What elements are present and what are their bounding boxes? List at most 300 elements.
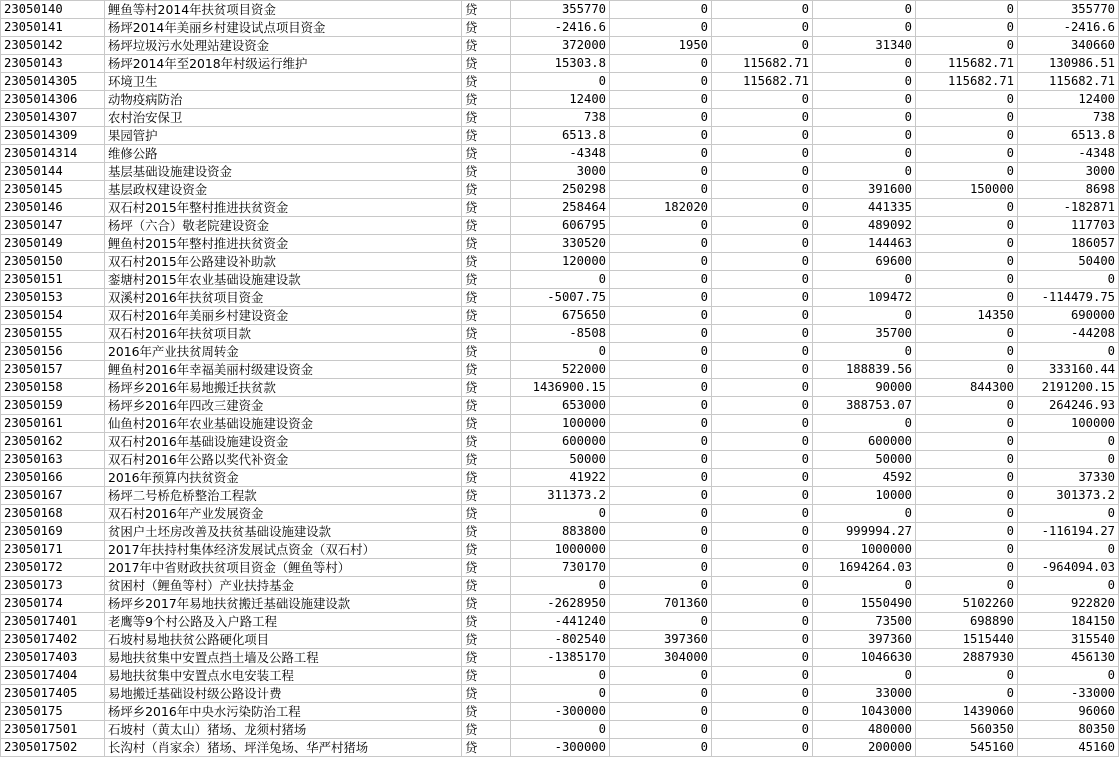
direction-cell[interactable]: 贷 <box>462 451 511 469</box>
account-code-cell[interactable]: 23050143 <box>1 55 105 73</box>
amount-cell-4[interactable]: 0 <box>813 415 916 433</box>
amount-cell-4[interactable]: 31340 <box>813 37 916 55</box>
amount-cell-2[interactable]: 0 <box>610 271 712 289</box>
account-name-cell[interactable]: 2016年产业扶贫周转金 <box>105 343 462 361</box>
account-code-cell[interactable]: 23050157 <box>1 361 105 379</box>
amount-cell-4[interactable]: 0 <box>813 145 916 163</box>
account-code-cell[interactable]: 2305017403 <box>1 649 105 667</box>
opening-balance-cell[interactable]: 738 <box>511 109 610 127</box>
closing-balance-cell[interactable]: 315540 <box>1018 631 1119 649</box>
closing-balance-cell[interactable]: 264246.93 <box>1018 397 1119 415</box>
amount-cell-5[interactable]: 0 <box>916 685 1018 703</box>
direction-cell[interactable]: 贷 <box>462 127 511 145</box>
amount-cell-3[interactable]: 0 <box>712 487 813 505</box>
opening-balance-cell[interactable]: 50000 <box>511 451 610 469</box>
account-name-cell[interactable]: 2016年预算内扶贫资金 <box>105 469 462 487</box>
amount-cell-2[interactable]: 0 <box>610 487 712 505</box>
direction-cell[interactable]: 贷 <box>462 145 511 163</box>
account-code-cell[interactable]: 23050150 <box>1 253 105 271</box>
amount-cell-3[interactable]: 0 <box>712 199 813 217</box>
closing-balance-cell[interactable]: 333160.44 <box>1018 361 1119 379</box>
amount-cell-4[interactable]: 10000 <box>813 487 916 505</box>
opening-balance-cell[interactable]: 600000 <box>511 433 610 451</box>
account-name-cell[interactable]: 双石村2016年基础设施建设资金 <box>105 433 462 451</box>
amount-cell-3[interactable]: 0 <box>712 595 813 613</box>
amount-cell-4[interactable]: 1046630 <box>813 649 916 667</box>
account-code-cell[interactable]: 23050161 <box>1 415 105 433</box>
account-name-cell[interactable]: 杨坪乡2017年易地扶贫搬迁基础设施建设款 <box>105 595 462 613</box>
amount-cell-3[interactable]: 115682.71 <box>712 73 813 91</box>
opening-balance-cell[interactable]: -300000 <box>511 703 610 721</box>
account-code-cell[interactable]: 2305017405 <box>1 685 105 703</box>
amount-cell-5[interactable]: 0 <box>916 523 1018 541</box>
amount-cell-5[interactable]: 0 <box>916 217 1018 235</box>
account-code-cell[interactable]: 23050174 <box>1 595 105 613</box>
amount-cell-4[interactable]: 109472 <box>813 289 916 307</box>
amount-cell-2[interactable]: 0 <box>610 397 712 415</box>
amount-cell-5[interactable]: 0 <box>916 37 1018 55</box>
amount-cell-5[interactable]: 0 <box>916 343 1018 361</box>
account-code-cell[interactable]: 23050140 <box>1 1 105 19</box>
amount-cell-2[interactable]: 0 <box>610 379 712 397</box>
closing-balance-cell[interactable]: 0 <box>1018 451 1119 469</box>
account-name-cell[interactable]: 杨坪2014年至2018年村级运行维护 <box>105 55 462 73</box>
direction-cell[interactable]: 贷 <box>462 613 511 631</box>
amount-cell-3[interactable]: 0 <box>712 433 813 451</box>
account-code-cell[interactable]: 23050146 <box>1 199 105 217</box>
direction-cell[interactable]: 贷 <box>462 253 511 271</box>
amount-cell-4[interactable]: 0 <box>813 271 916 289</box>
amount-cell-5[interactable]: 0 <box>916 397 1018 415</box>
account-name-cell[interactable]: 双溪村2016年扶贫项目资金 <box>105 289 462 307</box>
amount-cell-3[interactable]: 0 <box>712 631 813 649</box>
amount-cell-2[interactable]: 0 <box>610 469 712 487</box>
amount-cell-2[interactable]: 0 <box>610 667 712 685</box>
account-name-cell[interactable]: 双石村2015年整村推进扶贫资金 <box>105 199 462 217</box>
opening-balance-cell[interactable]: 120000 <box>511 253 610 271</box>
amount-cell-5[interactable]: 0 <box>916 451 1018 469</box>
amount-cell-3[interactable]: 0 <box>712 721 813 739</box>
closing-balance-cell[interactable]: -33000 <box>1018 685 1119 703</box>
closing-balance-cell[interactable]: -2416.6 <box>1018 19 1119 37</box>
amount-cell-3[interactable]: 0 <box>712 397 813 415</box>
direction-cell[interactable]: 贷 <box>462 325 511 343</box>
amount-cell-3[interactable]: 0 <box>712 739 813 757</box>
direction-cell[interactable]: 贷 <box>462 181 511 199</box>
amount-cell-2[interactable]: 0 <box>610 19 712 37</box>
amount-cell-4[interactable]: 0 <box>813 343 916 361</box>
account-name-cell[interactable]: 贫困村（鲤鱼等村）产业扶持基金 <box>105 577 462 595</box>
amount-cell-3[interactable]: 0 <box>712 685 813 703</box>
amount-cell-4[interactable]: 1000000 <box>813 541 916 559</box>
amount-cell-2[interactable]: 0 <box>610 721 712 739</box>
opening-balance-cell[interactable]: -2416.6 <box>511 19 610 37</box>
amount-cell-3[interactable]: 0 <box>712 559 813 577</box>
account-name-cell[interactable]: 杨坪乡2016年四改三建资金 <box>105 397 462 415</box>
amount-cell-2[interactable]: 0 <box>610 109 712 127</box>
amount-cell-2[interactable]: 304000 <box>610 649 712 667</box>
amount-cell-5[interactable]: 560350 <box>916 721 1018 739</box>
direction-cell[interactable]: 贷 <box>462 649 511 667</box>
account-code-cell[interactable]: 23050147 <box>1 217 105 235</box>
direction-cell[interactable]: 贷 <box>462 1 511 19</box>
opening-balance-cell[interactable]: 3000 <box>511 163 610 181</box>
account-name-cell[interactable]: 2017年中省财政扶贫项目资金（鲤鱼等村） <box>105 559 462 577</box>
direction-cell[interactable]: 贷 <box>462 487 511 505</box>
account-code-cell[interactable]: 23050144 <box>1 163 105 181</box>
account-code-cell[interactable]: 23050173 <box>1 577 105 595</box>
account-name-cell[interactable]: 鲤鱼村2016年幸福美丽村级建设资金 <box>105 361 462 379</box>
direction-cell[interactable]: 贷 <box>462 55 511 73</box>
direction-cell[interactable]: 贷 <box>462 469 511 487</box>
amount-cell-4[interactable]: 0 <box>813 307 916 325</box>
amount-cell-2[interactable]: 0 <box>610 163 712 181</box>
opening-balance-cell[interactable]: 522000 <box>511 361 610 379</box>
amount-cell-2[interactable]: 0 <box>610 307 712 325</box>
closing-balance-cell[interactable]: 186057 <box>1018 235 1119 253</box>
opening-balance-cell[interactable]: 15303.8 <box>511 55 610 73</box>
opening-balance-cell[interactable]: 41922 <box>511 469 610 487</box>
account-code-cell[interactable]: 23050158 <box>1 379 105 397</box>
account-code-cell[interactable]: 2305017402 <box>1 631 105 649</box>
closing-balance-cell[interactable]: -44208 <box>1018 325 1119 343</box>
amount-cell-4[interactable]: 188839.56 <box>813 361 916 379</box>
direction-cell[interactable]: 贷 <box>462 523 511 541</box>
account-code-cell[interactable]: 2305017501 <box>1 721 105 739</box>
amount-cell-4[interactable]: 144463 <box>813 235 916 253</box>
account-name-cell[interactable]: 易地搬迁基础设村级公路设计费 <box>105 685 462 703</box>
amount-cell-5[interactable]: 0 <box>916 541 1018 559</box>
closing-balance-cell[interactable]: 0 <box>1018 343 1119 361</box>
opening-balance-cell[interactable]: 606795 <box>511 217 610 235</box>
amount-cell-3[interactable]: 0 <box>712 577 813 595</box>
opening-balance-cell[interactable]: 0 <box>511 721 610 739</box>
amount-cell-5[interactable]: 0 <box>916 361 1018 379</box>
amount-cell-5[interactable]: 1515440 <box>916 631 1018 649</box>
account-code-cell[interactable]: 2305014307 <box>1 109 105 127</box>
opening-balance-cell[interactable]: 883800 <box>511 523 610 541</box>
amount-cell-4[interactable]: 0 <box>813 91 916 109</box>
direction-cell[interactable]: 贷 <box>462 595 511 613</box>
account-name-cell[interactable]: 双石村2016年扶贫项目款 <box>105 325 462 343</box>
amount-cell-2[interactable]: 0 <box>610 685 712 703</box>
amount-cell-5[interactable]: 0 <box>916 469 1018 487</box>
amount-cell-4[interactable]: 4592 <box>813 469 916 487</box>
opening-balance-cell[interactable]: 730170 <box>511 559 610 577</box>
closing-balance-cell[interactable]: 115682.71 <box>1018 73 1119 91</box>
amount-cell-4[interactable]: 397360 <box>813 631 916 649</box>
closing-balance-cell[interactable]: 301373.2 <box>1018 487 1119 505</box>
direction-cell[interactable]: 贷 <box>462 631 511 649</box>
account-code-cell[interactable]: 23050169 <box>1 523 105 541</box>
closing-balance-cell[interactable]: 922820 <box>1018 595 1119 613</box>
direction-cell[interactable]: 贷 <box>462 577 511 595</box>
opening-balance-cell[interactable]: -4348 <box>511 145 610 163</box>
amount-cell-4[interactable]: 35700 <box>813 325 916 343</box>
amount-cell-2[interactable]: 0 <box>610 433 712 451</box>
amount-cell-4[interactable]: 0 <box>813 577 916 595</box>
amount-cell-2[interactable]: 0 <box>610 343 712 361</box>
account-code-cell[interactable]: 2305014314 <box>1 145 105 163</box>
direction-cell[interactable]: 贷 <box>462 289 511 307</box>
amount-cell-2[interactable]: 0 <box>610 55 712 73</box>
direction-cell[interactable]: 贷 <box>462 73 511 91</box>
direction-cell[interactable]: 贷 <box>462 721 511 739</box>
opening-balance-cell[interactable]: 258464 <box>511 199 610 217</box>
amount-cell-3[interactable]: 0 <box>712 253 813 271</box>
account-name-cell[interactable]: 基层政权建设资金 <box>105 181 462 199</box>
opening-balance-cell[interactable]: 0 <box>511 577 610 595</box>
account-name-cell[interactable]: 双石村2015年公路建设补助款 <box>105 253 462 271</box>
opening-balance-cell[interactable]: 0 <box>511 505 610 523</box>
amount-cell-5[interactable]: 0 <box>916 109 1018 127</box>
amount-cell-2[interactable]: 0 <box>610 613 712 631</box>
direction-cell[interactable]: 贷 <box>462 343 511 361</box>
amount-cell-3[interactable]: 0 <box>712 361 813 379</box>
amount-cell-2[interactable]: 0 <box>610 217 712 235</box>
amount-cell-3[interactable]: 0 <box>712 145 813 163</box>
amount-cell-4[interactable]: 200000 <box>813 739 916 757</box>
amount-cell-5[interactable]: 0 <box>916 271 1018 289</box>
account-name-cell[interactable]: 果园管护 <box>105 127 462 145</box>
amount-cell-5[interactable]: 0 <box>916 19 1018 37</box>
amount-cell-2[interactable]: 0 <box>610 73 712 91</box>
amount-cell-5[interactable]: 115682.71 <box>916 73 1018 91</box>
opening-balance-cell[interactable]: 1000000 <box>511 541 610 559</box>
closing-balance-cell[interactable]: -116194.27 <box>1018 523 1119 541</box>
account-name-cell[interactable]: 杨坪（六合）敬老院建设资金 <box>105 217 462 235</box>
amount-cell-3[interactable]: 0 <box>712 343 813 361</box>
closing-balance-cell[interactable]: 130986.51 <box>1018 55 1119 73</box>
amount-cell-5[interactable]: 115682.71 <box>916 55 1018 73</box>
amount-cell-3[interactable]: 0 <box>712 325 813 343</box>
amount-cell-4[interactable]: 441335 <box>813 199 916 217</box>
direction-cell[interactable]: 贷 <box>462 271 511 289</box>
opening-balance-cell[interactable]: 12400 <box>511 91 610 109</box>
amount-cell-2[interactable]: 0 <box>610 703 712 721</box>
amount-cell-4[interactable]: 0 <box>813 109 916 127</box>
direction-cell[interactable]: 贷 <box>462 739 511 757</box>
direction-cell[interactable]: 贷 <box>462 37 511 55</box>
direction-cell[interactable]: 贷 <box>462 361 511 379</box>
amount-cell-5[interactable]: 2887930 <box>916 649 1018 667</box>
amount-cell-5[interactable]: 545160 <box>916 739 1018 757</box>
amount-cell-5[interactable]: 0 <box>916 505 1018 523</box>
direction-cell[interactable]: 贷 <box>462 667 511 685</box>
closing-balance-cell[interactable]: -114479.75 <box>1018 289 1119 307</box>
account-code-cell[interactable]: 2305017404 <box>1 667 105 685</box>
account-code-cell[interactable]: 23050168 <box>1 505 105 523</box>
amount-cell-4[interactable]: 73500 <box>813 613 916 631</box>
amount-cell-2[interactable]: 0 <box>610 451 712 469</box>
amount-cell-3[interactable]: 0 <box>712 217 813 235</box>
amount-cell-3[interactable]: 0 <box>712 613 813 631</box>
amount-cell-2[interactable]: 0 <box>610 523 712 541</box>
account-name-cell[interactable]: 2017年扶持村集体经济发展试点资金（双石村） <box>105 541 462 559</box>
direction-cell[interactable]: 贷 <box>462 685 511 703</box>
closing-balance-cell[interactable]: -4348 <box>1018 145 1119 163</box>
amount-cell-3[interactable]: 0 <box>712 271 813 289</box>
closing-balance-cell[interactable]: 117703 <box>1018 217 1119 235</box>
amount-cell-2[interactable]: 182020 <box>610 199 712 217</box>
account-name-cell[interactable]: 杨坪乡2016年易地搬迁扶贫款 <box>105 379 462 397</box>
amount-cell-3[interactable]: 0 <box>712 127 813 145</box>
closing-balance-cell[interactable]: 340660 <box>1018 37 1119 55</box>
account-name-cell[interactable]: 基层基础设施建设资金 <box>105 163 462 181</box>
opening-balance-cell[interactable]: 1436900.15 <box>511 379 610 397</box>
account-name-cell[interactable]: 銮塘村2015年农业基础设施建设款 <box>105 271 462 289</box>
account-name-cell[interactable]: 双石村2016年美丽乡村建设资金 <box>105 307 462 325</box>
amount-cell-2[interactable]: 0 <box>610 577 712 595</box>
closing-balance-cell[interactable]: 184150 <box>1018 613 1119 631</box>
direction-cell[interactable]: 贷 <box>462 163 511 181</box>
closing-balance-cell[interactable]: -964094.03 <box>1018 559 1119 577</box>
amount-cell-3[interactable]: 115682.71 <box>712 55 813 73</box>
closing-balance-cell[interactable]: 96060 <box>1018 703 1119 721</box>
amount-cell-2[interactable]: 0 <box>610 253 712 271</box>
closing-balance-cell[interactable]: 80350 <box>1018 721 1119 739</box>
opening-balance-cell[interactable]: -441240 <box>511 613 610 631</box>
account-code-cell[interactable]: 23050141 <box>1 19 105 37</box>
amount-cell-5[interactable]: 0 <box>916 577 1018 595</box>
amount-cell-5[interactable]: 0 <box>916 433 1018 451</box>
opening-balance-cell[interactable]: 0 <box>511 343 610 361</box>
closing-balance-cell[interactable]: 37330 <box>1018 469 1119 487</box>
amount-cell-3[interactable]: 0 <box>712 451 813 469</box>
opening-balance-cell[interactable]: 0 <box>511 685 610 703</box>
account-code-cell[interactable]: 23050145 <box>1 181 105 199</box>
amount-cell-2[interactable]: 0 <box>610 91 712 109</box>
closing-balance-cell[interactable]: 2191200.15 <box>1018 379 1119 397</box>
amount-cell-2[interactable]: 0 <box>610 235 712 253</box>
amount-cell-4[interactable]: 0 <box>813 127 916 145</box>
closing-balance-cell[interactable]: 3000 <box>1018 163 1119 181</box>
amount-cell-3[interactable]: 0 <box>712 667 813 685</box>
amount-cell-2[interactable]: 0 <box>610 145 712 163</box>
account-name-cell[interactable]: 老鹰等9个村公路及入户路工程 <box>105 613 462 631</box>
amount-cell-4[interactable]: 50000 <box>813 451 916 469</box>
opening-balance-cell[interactable]: 6513.8 <box>511 127 610 145</box>
account-code-cell[interactable]: 23050162 <box>1 433 105 451</box>
account-code-cell[interactable]: 2305017502 <box>1 739 105 757</box>
closing-balance-cell[interactable]: 0 <box>1018 667 1119 685</box>
account-name-cell[interactable]: 环境卫生 <box>105 73 462 91</box>
amount-cell-4[interactable]: 0 <box>813 1 916 19</box>
amount-cell-2[interactable]: 0 <box>610 289 712 307</box>
account-name-cell[interactable]: 杨坪2014年美丽乡村建设试点项目资金 <box>105 19 462 37</box>
account-name-cell[interactable]: 鲤鱼村2015年整村推进扶贫资金 <box>105 235 462 253</box>
account-name-cell[interactable]: 农村治安保卫 <box>105 109 462 127</box>
account-name-cell[interactable]: 贫困户土坯房改善及扶贫基础设施建设款 <box>105 523 462 541</box>
account-name-cell[interactable]: 石坡村易地扶贫公路硬化项目 <box>105 631 462 649</box>
account-name-cell[interactable]: 易地扶贫集中安置点挡土墙及公路工程 <box>105 649 462 667</box>
closing-balance-cell[interactable]: 45160 <box>1018 739 1119 757</box>
amount-cell-5[interactable]: 0 <box>916 91 1018 109</box>
amount-cell-5[interactable]: 0 <box>916 253 1018 271</box>
amount-cell-4[interactable]: 0 <box>813 505 916 523</box>
amount-cell-2[interactable]: 0 <box>610 361 712 379</box>
direction-cell[interactable]: 贷 <box>462 397 511 415</box>
amount-cell-2[interactable]: 0 <box>610 127 712 145</box>
amount-cell-5[interactable]: 14350 <box>916 307 1018 325</box>
account-name-cell[interactable]: 动物疫病防治 <box>105 91 462 109</box>
amount-cell-4[interactable]: 480000 <box>813 721 916 739</box>
amount-cell-3[interactable]: 0 <box>712 91 813 109</box>
amount-cell-4[interactable]: 391600 <box>813 181 916 199</box>
amount-cell-2[interactable]: 0 <box>610 505 712 523</box>
opening-balance-cell[interactable]: 675650 <box>511 307 610 325</box>
amount-cell-4[interactable]: 0 <box>813 55 916 73</box>
account-code-cell[interactable]: 23050155 <box>1 325 105 343</box>
amount-cell-4[interactable]: 388753.07 <box>813 397 916 415</box>
amount-cell-4[interactable]: 1694264.03 <box>813 559 916 577</box>
amount-cell-4[interactable]: 1550490 <box>813 595 916 613</box>
account-code-cell[interactable]: 23050167 <box>1 487 105 505</box>
amount-cell-3[interactable]: 0 <box>712 307 813 325</box>
direction-cell[interactable]: 贷 <box>462 235 511 253</box>
amount-cell-3[interactable]: 0 <box>712 415 813 433</box>
account-code-cell[interactable]: 23050156 <box>1 343 105 361</box>
account-name-cell[interactable]: 石坡村（黄太山）猪场、龙须村猪场 <box>105 721 462 739</box>
opening-balance-cell[interactable]: -300000 <box>511 739 610 757</box>
closing-balance-cell[interactable]: 0 <box>1018 271 1119 289</box>
account-code-cell[interactable]: 23050149 <box>1 235 105 253</box>
closing-balance-cell[interactable]: -182871 <box>1018 199 1119 217</box>
amount-cell-4[interactable]: 33000 <box>813 685 916 703</box>
closing-balance-cell[interactable]: 690000 <box>1018 307 1119 325</box>
direction-cell[interactable]: 贷 <box>462 559 511 577</box>
opening-balance-cell[interactable]: -8508 <box>511 325 610 343</box>
amount-cell-5[interactable]: 0 <box>916 235 1018 253</box>
direction-cell[interactable]: 贷 <box>462 217 511 235</box>
account-code-cell[interactable]: 23050142 <box>1 37 105 55</box>
account-code-cell[interactable]: 23050172 <box>1 559 105 577</box>
amount-cell-3[interactable]: 0 <box>712 163 813 181</box>
amount-cell-2[interactable]: 0 <box>610 739 712 757</box>
account-code-cell[interactable]: 23050159 <box>1 397 105 415</box>
amount-cell-4[interactable]: 999994.27 <box>813 523 916 541</box>
amount-cell-2[interactable]: 397360 <box>610 631 712 649</box>
amount-cell-5[interactable]: 0 <box>916 289 1018 307</box>
amount-cell-3[interactable]: 0 <box>712 1 813 19</box>
account-name-cell[interactable]: 双石村2016年公路以奖代补资金 <box>105 451 462 469</box>
account-name-cell[interactable]: 杨坪乡2016年中央水污染防治工程 <box>105 703 462 721</box>
account-code-cell[interactable]: 2305014305 <box>1 73 105 91</box>
closing-balance-cell[interactable]: 100000 <box>1018 415 1119 433</box>
amount-cell-4[interactable]: 489092 <box>813 217 916 235</box>
amount-cell-3[interactable]: 0 <box>712 505 813 523</box>
direction-cell[interactable]: 贷 <box>462 505 511 523</box>
account-name-cell[interactable]: 仙鱼村2016年农业基础设施建设资金 <box>105 415 462 433</box>
opening-balance-cell[interactable]: 0 <box>511 271 610 289</box>
account-name-cell[interactable]: 鲤鱼等村2014年扶贫项目资金 <box>105 1 462 19</box>
opening-balance-cell[interactable]: -1385170 <box>511 649 610 667</box>
amount-cell-2[interactable]: 0 <box>610 181 712 199</box>
amount-cell-5[interactable]: 698890 <box>916 613 1018 631</box>
amount-cell-2[interactable]: 1950 <box>610 37 712 55</box>
amount-cell-3[interactable]: 0 <box>712 289 813 307</box>
opening-balance-cell[interactable]: -802540 <box>511 631 610 649</box>
account-name-cell[interactable]: 易地扶贫集中安置点水电安装工程 <box>105 667 462 685</box>
amount-cell-3[interactable]: 0 <box>712 181 813 199</box>
amount-cell-5[interactable]: 0 <box>916 415 1018 433</box>
amount-cell-5[interactable]: 0 <box>916 1 1018 19</box>
amount-cell-2[interactable]: 0 <box>610 1 712 19</box>
amount-cell-5[interactable]: 150000 <box>916 181 1018 199</box>
account-code-cell[interactable]: 23050163 <box>1 451 105 469</box>
closing-balance-cell[interactable]: 456130 <box>1018 649 1119 667</box>
account-code-cell[interactable]: 2305014309 <box>1 127 105 145</box>
